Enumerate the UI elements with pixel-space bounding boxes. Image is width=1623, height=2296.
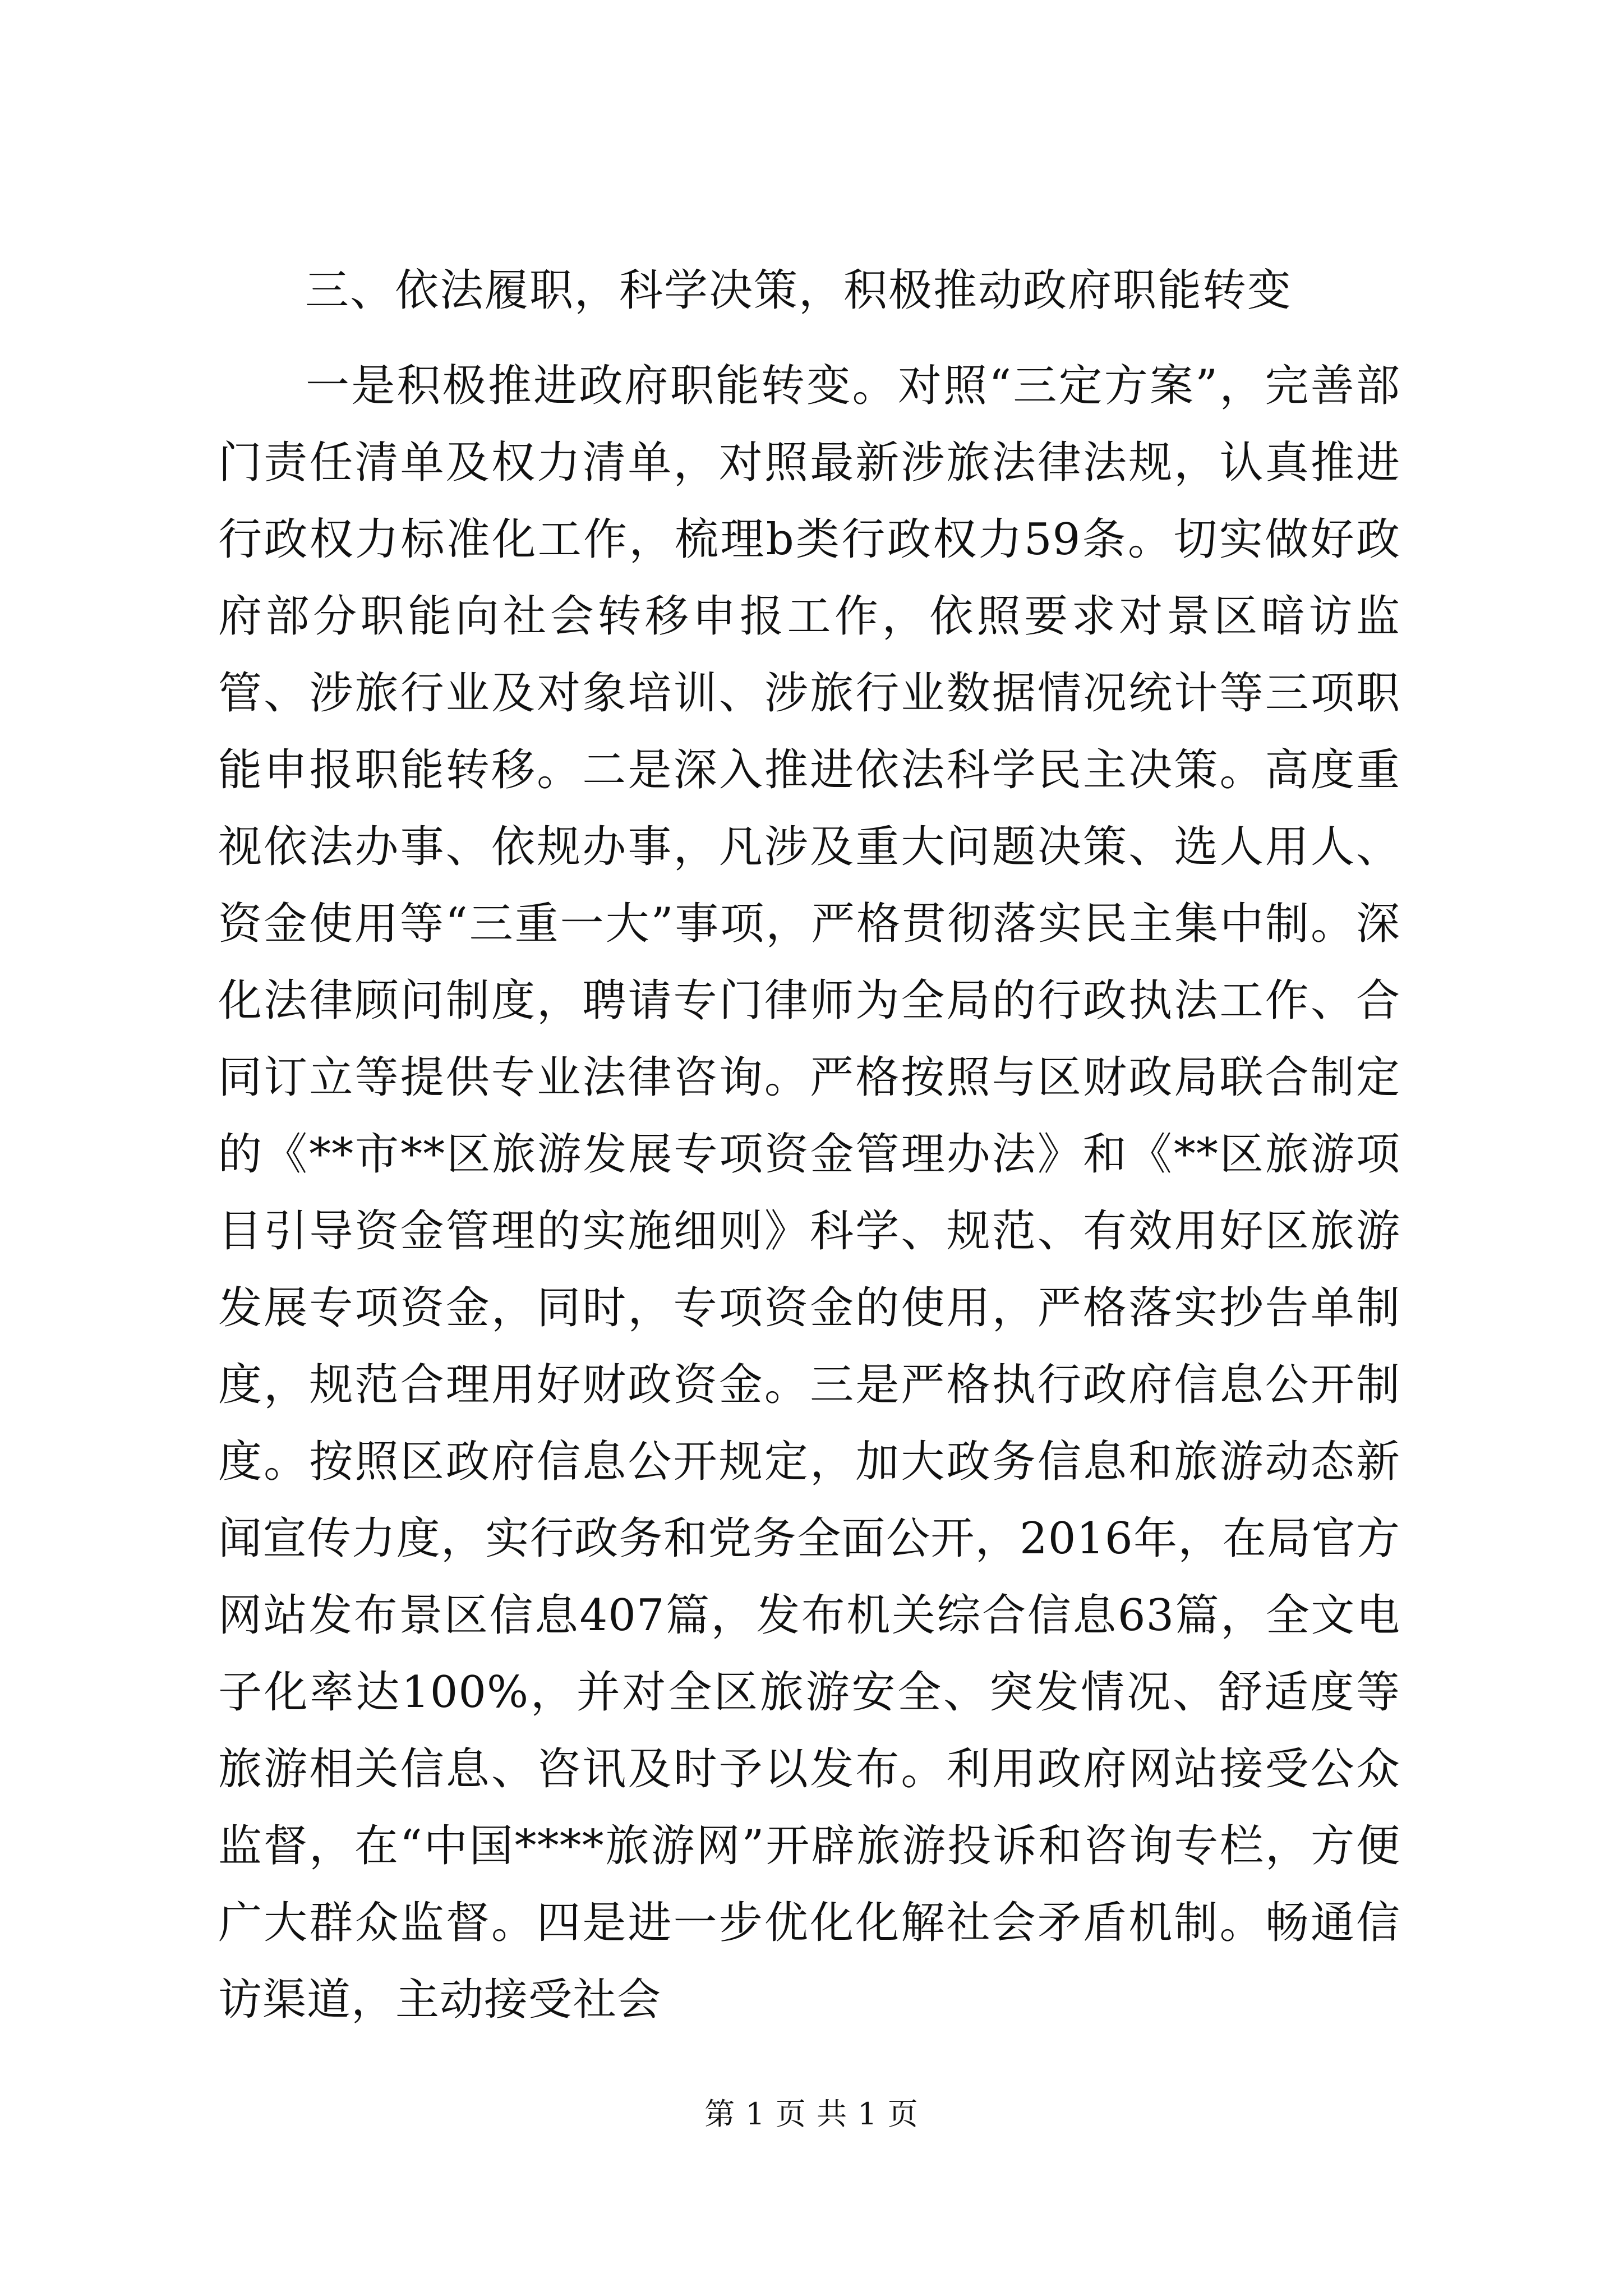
body-paragraph: 一是积极推进政府职能转变。对照“三定方案”，完善部门责任清单及权力清单，对照最新涉旅法律法规，认真推进行政权力标准化工作，梳理b类行政权力59条。切实做好政府部分职能向社会转移申报工作，依照要求对景区暗访监管、涉旅行业及对象培训、涉旅行业数据情况统计等三项职能申报职能转移。二是深入推进依法科学民主决策。高度重视依法办事、依规办事，凡涉及重大问题决策、选人用人、资金使用等“三重一大”事项，严格贯彻落实民主集中制。深化法律顾问制度，聘请专门律师为全局的行政执法工作、合同订立等提供专业法律咨询。严格按照与区财政局联合制定的《**市**区旅游发展专项资金管理办法》和《**区旅游项目引导资金管理的实施细则》科学、规范、有效用好区旅游发展专项资金，同时，专项资金的使用，严格落实抄告单制度，规范合理用好财政资金。三是严格执行政府信息公开制度。按照区政府信息公开规定，加大政务信息和旅游动态新闻宣传力度，实行政务和党务全面公开，2016年，在局官方网站发布景区信息407篇，发布机关综合信息63篇，全文电子化率达100%，并对全区旅游安全、突发情况、舒适度等旅游相关信息、咨讯及时予以发布。利用政府网站接受公众监督，在“中国****旅游网”开辟旅游投诉和咨询专栏，方便广大群众监督。四是进一步优化化解社会矛盾机制。畅通信访渠道，主动接受社会: [218, 361, 1400, 2025]
section-heading: 三、依法履职，科学决策，积极推动政府职能转变: [305, 265, 1293, 316]
page-footer: 第 1 页 共 1 页: [704, 2096, 919, 2132]
